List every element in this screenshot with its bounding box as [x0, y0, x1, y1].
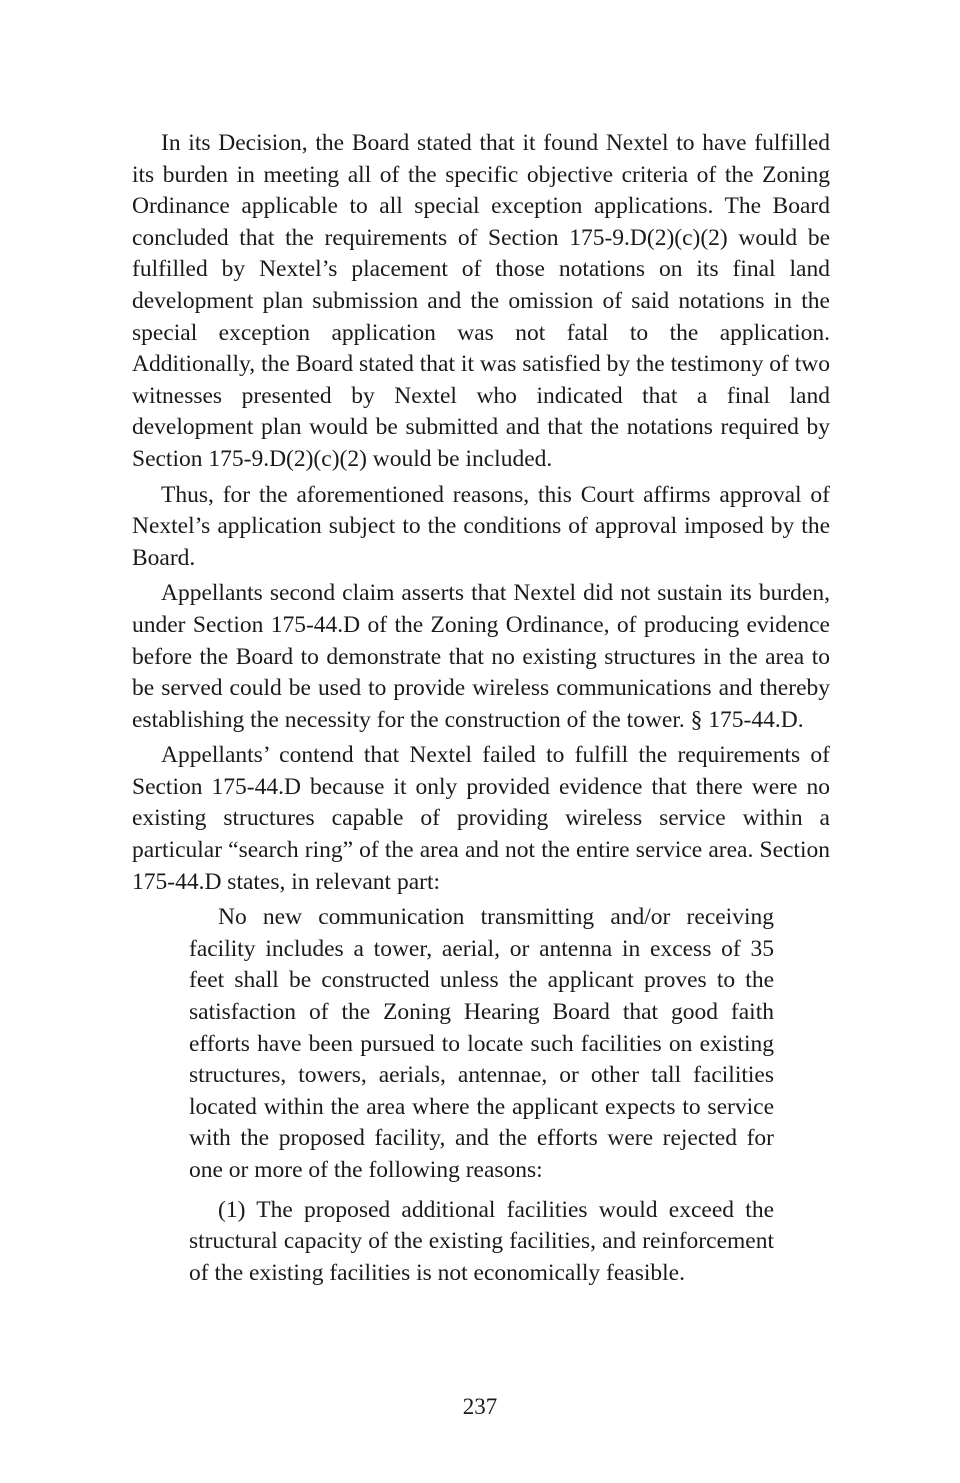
- paragraph-board-decision: In its Decision, the Board stated that it found Nextel to have fulfilled its burden in meeting all of the specific objective criteria of the Zoning Ordinance applicable to all special exception applications. The Board concluded that the requirements of Section 175-9.D(2)(c)(2) would be fulfilled by Nextel’s placement of those notations on its final land development plan submission and the omission of said notations in the special exception application was not fatal to the application. Additionally, the Board stated that it was satisfied by the testimony of two witnesses presented by Nextel who indicated that a final land development plan would be submitted and that the notations required by Section 175-9.D(2)(c)(2) would be included.: [132, 130, 830, 472]
- paragraph-court-affirms: Thus, for the aforementioned reasons, this Court affirms approval of Nextel’s application subject to the conditions of approval imposed by the Board.: [132, 481, 830, 571]
- block-quote-section-175-44d: [189, 902, 774, 1289]
- page-number: 237: [462, 1394, 498, 1419]
- paragraph-second-claim: Appellants second claim asserts that Nextel did not sustain its burden, under Section 175-44.D of the Zoning Ordinance, of producing evidence before the Board to demonstrate that no existing structures in the area to be served could be used to provide wireless communications and thereby establishing the necessity for the construction of the tower. § 175-44.D.: [132, 580, 830, 733]
- quote-paragraph-reason-1: (1) The proposed additional facilities would exceed the structural capacity of the existing facilities, and reinforcement of the existing facilities is not economically feasible.: [189, 1196, 774, 1286]
- quote-paragraph-intro: No new communication transmitting and/or receiving facility includes a tower, aerial, or antenna in excess of 35 feet shall be constructed unless the applicant proves to the satisfaction of the Zoning Hearing Board that good faith efforts have been pursued to locate such facilities on existing structures, towers, aerials, antennae, or other tall facilities located within the area where the applicant expects to service with the proposed facility, and the efforts were rejected for one or more of the following reasons:: [189, 904, 774, 1183]
- body-text: [132, 128, 830, 1297]
- paragraph-appellants-contend: Appellants’ contend that Nextel failed to fulfill the requirements of Section 175-44.D because it only provided evidence that there were no existing structures capable of providing wireless service within a particular “search ring” of the area and not the entire service area. Section 175-44.D states, in relevant part:: [132, 742, 830, 895]
